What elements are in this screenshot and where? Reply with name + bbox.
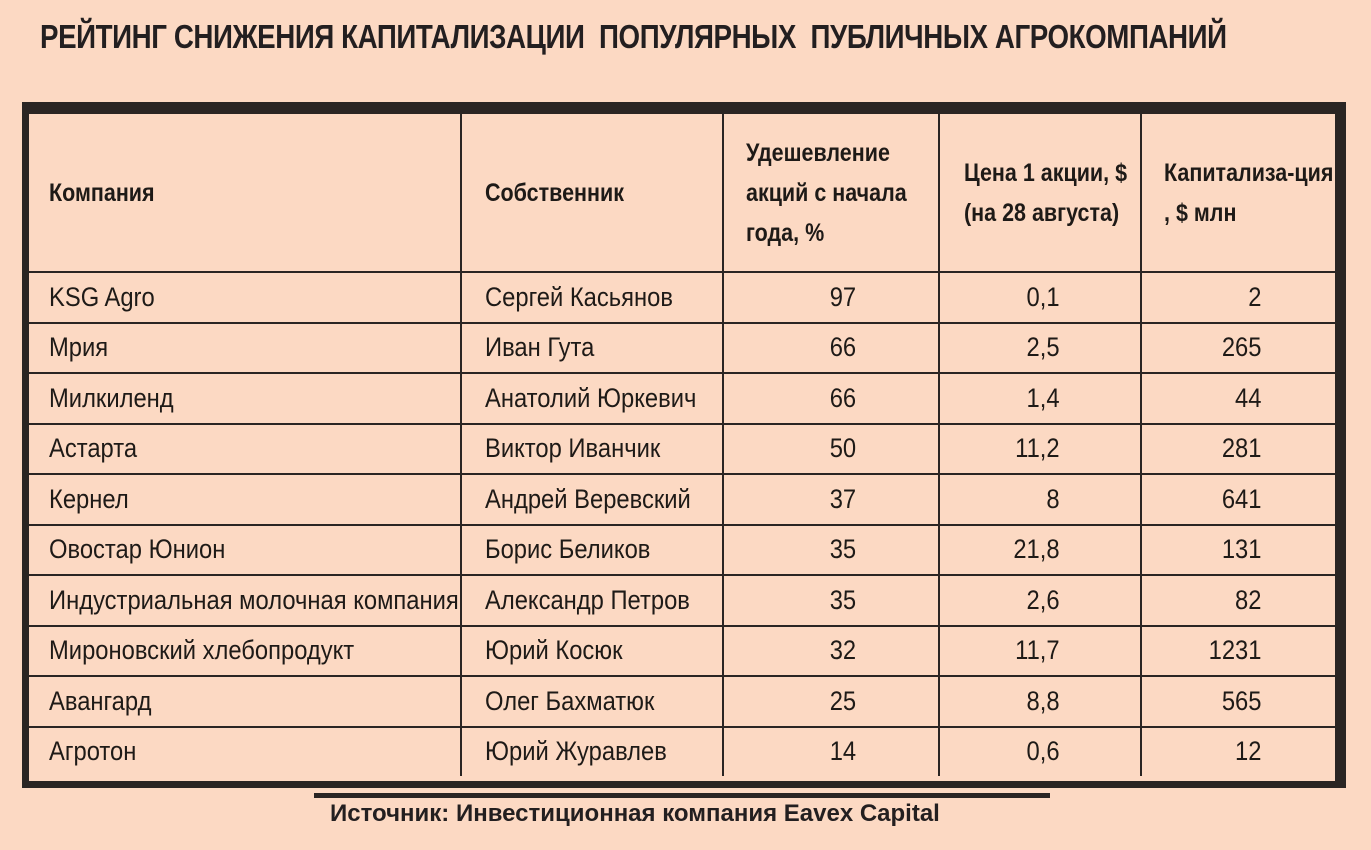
capitalization-cell: 2	[1141, 272, 1335, 323]
page-title: РЕЙТИНГ СНИЖЕНИЯ КАПИТАЛИЗАЦИИ ПОПУЛЯРНЫХ ПУБЛИЧНЫХ АГРОКОМПАНИЙ	[40, 18, 1227, 55]
company-cell: Овостар Юнион	[29, 525, 461, 576]
owner-cell: Виктор Иванчик	[461, 424, 723, 475]
table-row	[29, 373, 1335, 424]
column-header-company: Компания	[29, 114, 461, 272]
owner-cell: Юрий Косюк	[461, 626, 723, 677]
price-drop-cell: 35	[723, 525, 939, 576]
table-row	[29, 727, 1335, 777]
price-drop-cell: 32	[723, 626, 939, 677]
price-drop-cell: 35	[723, 575, 939, 626]
price-drop-cell: 50	[723, 424, 939, 475]
share-price-cell: 0,1	[939, 272, 1141, 323]
table-row	[29, 626, 1335, 677]
company-cell: Кернел	[29, 474, 461, 525]
owner-cell: Борис Беликов	[461, 525, 723, 576]
owner-cell: Александр Петров	[461, 575, 723, 626]
price-drop-cell: 37	[723, 474, 939, 525]
table-body	[29, 272, 1335, 776]
owner-cell: Анатолий Юркевич	[461, 373, 723, 424]
column-header-owner: Собственник	[461, 114, 723, 272]
column-header-share-price: Цена 1 акции, $ (на 28 августа)	[939, 114, 1141, 272]
share-price-cell: 8	[939, 474, 1141, 525]
company-cell: Милкиленд	[29, 373, 461, 424]
table-row	[29, 323, 1335, 374]
price-drop-cell: 66	[723, 373, 939, 424]
company-cell: Авангард	[29, 676, 461, 727]
capitalization-table	[29, 114, 1335, 776]
company-cell: Астарта	[29, 424, 461, 475]
table-row	[29, 474, 1335, 525]
capitalization-cell: 131	[1141, 525, 1335, 576]
capitalization-cell: 82	[1141, 575, 1335, 626]
capitalization-cell: 12	[1234, 736, 1261, 767]
table-frame	[22, 102, 1346, 788]
price-drop-cell: 25	[723, 676, 939, 727]
owner-cell: Юрий Журавлев	[461, 727, 723, 777]
owner-cell: Олег Бахматюк	[461, 676, 723, 727]
column-header-capitalization: Капитализа-ция , $ млн	[1141, 114, 1335, 272]
source-divider	[314, 793, 1050, 798]
table-row	[29, 575, 1335, 626]
table-row	[29, 676, 1335, 727]
company-cell: Мрия	[29, 323, 461, 374]
capitalization-cell: 265	[1141, 323, 1335, 374]
share-price-cell: 11,7	[939, 626, 1141, 677]
share-price-cell: 2,5	[939, 323, 1141, 374]
owner-cell: Андрей Веревский	[461, 474, 723, 525]
share-price-cell: 2,6	[939, 575, 1141, 626]
capitalization-cell: 565	[1141, 676, 1335, 727]
company-cell: Индустриальная молочная компания	[29, 575, 461, 626]
share-price-cell: 1,4	[939, 373, 1141, 424]
capitalization-cell: 641	[1141, 474, 1335, 525]
share-price-cell: 0,6	[939, 727, 1141, 777]
owner-cell: Сергей Касьянов	[461, 272, 723, 323]
source-note: Источник: Инвестиционная компания Eavex Capital	[330, 800, 940, 827]
column-header-price-drop: Удешевление акций с начала года, %	[723, 114, 939, 272]
table-row	[29, 525, 1335, 576]
capitalization-cell: 1231	[1141, 626, 1335, 677]
share-price-cell: 8,8	[939, 676, 1141, 727]
table-row	[29, 424, 1335, 475]
capitalization-cell: 44	[1141, 373, 1335, 424]
share-price-cell: 11,2	[939, 424, 1141, 475]
table-header-row	[29, 114, 1335, 272]
price-drop-cell: 97	[723, 272, 939, 323]
owner-cell: Иван Гута	[461, 323, 723, 374]
price-drop-cell: 14	[723, 727, 939, 777]
share-price-cell: 21,8	[939, 525, 1141, 576]
company-cell: Мироновский хлебопродукт	[29, 626, 461, 677]
table-row	[29, 272, 1335, 323]
company-cell: Агротон	[29, 727, 461, 777]
capitalization-cell: 281	[1141, 424, 1335, 475]
price-drop-cell: 66	[723, 323, 939, 374]
company-cell: KSG Agro	[29, 272, 461, 323]
